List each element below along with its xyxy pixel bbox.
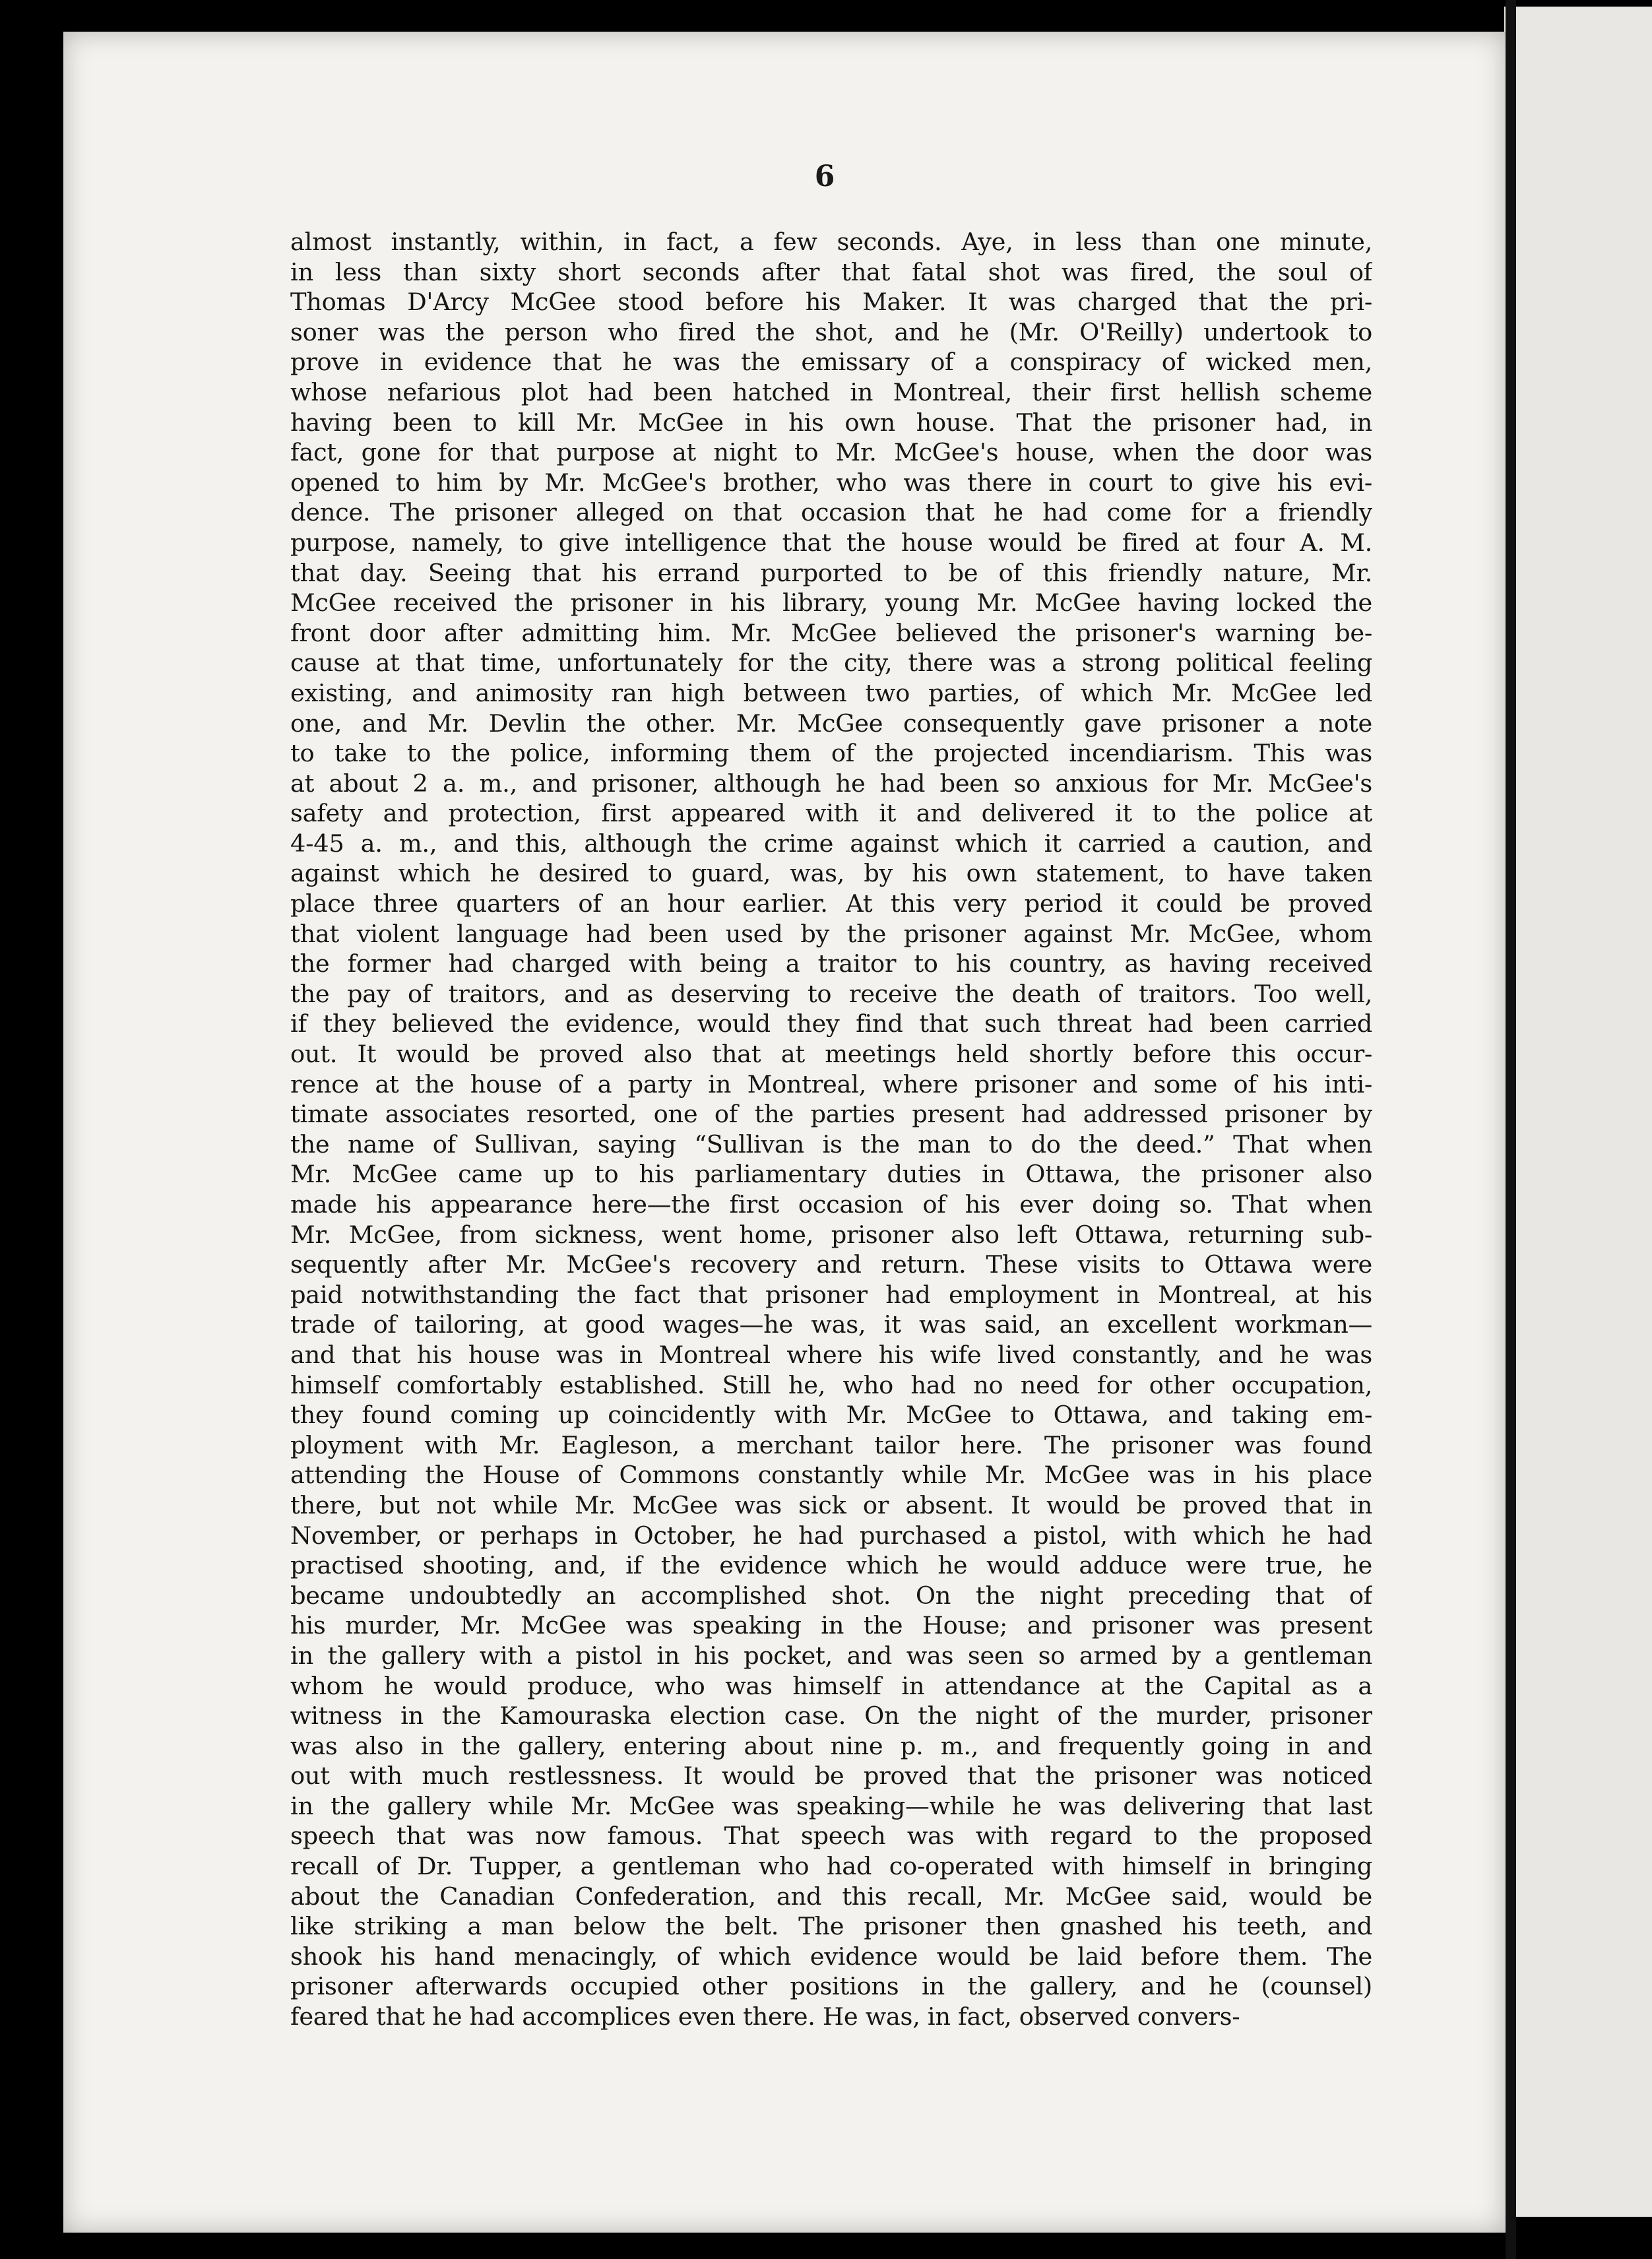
text-line: the name of Sullivan, saying “Sullivan is the man to do the deed.” That when xyxy=(290,1130,1372,1159)
text-line: dence. The prisoner alleged on that occasion that he had come for a friendly xyxy=(290,498,1372,527)
text-line: rence at the house of a party in Montreal, where prisoner and some of his inti- xyxy=(290,1069,1372,1098)
text-line: 4-45 a. m., and this, although the crime against which it carried a caution, and xyxy=(290,829,1372,858)
text-line: in the gallery while Mr. McGee was speaking—while he was delivering that last xyxy=(290,1791,1372,1820)
text-line: cause at that time, unfortunately for the city, there was a strong political feeling xyxy=(290,649,1372,678)
text-line: if they believed the evidence, would they find that such threat had been carried xyxy=(290,1009,1372,1038)
text-line: they found coming up coincidently with Mr. McGee to Ottawa, and taking em- xyxy=(290,1401,1372,1430)
text-line: timate associates resorted, one of the parties present had addressed prisoner by xyxy=(290,1100,1372,1129)
text-line: place three quarters of an hour earlier. At this very period it could be proved xyxy=(290,889,1372,918)
text-line: almost instantly, within, in fact, a few seconds. Aye, in less than one minute, xyxy=(290,228,1372,256)
text-line: front door after admitting him. Mr. McGee believed the prisoner's warning be- xyxy=(290,618,1372,647)
text-line: ployment with Mr. Eagleson, a merchant tailor here. The prisoner was found xyxy=(290,1430,1372,1459)
book-gutter xyxy=(1506,0,1516,2259)
text-line: there, but not while Mr. McGee was sick or absent. It would be proved that in xyxy=(290,1490,1372,1519)
text-line: whose nefarious plot had been hatched in Montreal, their first hellish scheme xyxy=(290,377,1372,406)
text-line: having been to kill Mr. McGee in his own house. That the prisoner had, in xyxy=(290,408,1372,437)
text-line: like striking a man below the belt. The prisoner then gnashed his teeth, and xyxy=(290,1912,1372,1941)
text-line: made his appearance here—the first occasion of his ever doing so. That when xyxy=(290,1190,1372,1219)
text-line: Thomas D'Arcy McGee stood before his Maker. It was charged that the pri- xyxy=(290,288,1372,317)
text-line: his murder, Mr. McGee was speaking in the House; and prisoner was present xyxy=(290,1611,1372,1640)
text-line: purpose, namely, to give intelligence that the house would be fired at four A. M. xyxy=(290,528,1372,557)
adjacent-page-edge xyxy=(1504,7,1652,2217)
text-line: speech that was now famous. That speech was with regard to the proposed xyxy=(290,1822,1372,1851)
text-line: paid notwithstanding the fact that prisoner had employment in Montreal, at his xyxy=(290,1280,1372,1309)
text-line: shook his hand menacingly, of which evidence would be laid before them. The xyxy=(290,1942,1372,1971)
page-number: 6 xyxy=(814,160,835,193)
text-line: Mr. McGee came up to his parliamentary duties in Ottawa, the prisoner also xyxy=(290,1160,1372,1189)
text-line: whom he would produce, who was himself in attendance at the Capital as a xyxy=(290,1671,1372,1700)
text-line: that day. Seeing that his errand purported to be of this friendly nature, Mr. xyxy=(290,558,1372,587)
text-line: one, and Mr. Devlin the other. Mr. McGee consequently gave prisoner a note xyxy=(290,709,1372,738)
text-line: soner was the person who fired the shot, and he (Mr. O'Reilly) undertook to xyxy=(290,317,1372,346)
text-line: safety and protection, first appeared with it and delivered it to the police at xyxy=(290,799,1372,828)
text-line: trade of tailoring, at good wages—he was, it was said, an excellent workman— xyxy=(290,1310,1372,1339)
text-line: prisoner afterwards occupied other positions in the gallery, and he (counsel) xyxy=(290,1972,1372,2001)
text-line: was also in the gallery, entering about nine p. m., and frequently going in and xyxy=(290,1731,1372,1760)
text-line: the pay of traitors, and as deserving to receive the death of traitors. Too well, xyxy=(290,979,1372,1008)
text-line: recall of Dr. Tupper, a gentleman who had co-operated with himself in bringing xyxy=(290,1852,1372,1881)
text-line: against which he desired to guard, was, by his own statement, to have taken xyxy=(290,859,1372,888)
text-line: prove in evidence that he was the emissary of a conspiracy of wicked men, xyxy=(290,348,1372,377)
text-line: the former had charged with being a traitor to his country, as having received xyxy=(290,949,1372,978)
text-line: opened to him by Mr. McGee's brother, who was there in court to give his evi- xyxy=(290,468,1372,497)
text-line: feared that he had accomplices even there. He was, in fact, observed convers- xyxy=(290,2002,1240,2031)
text-line: McGee received the prisoner in his library, young Mr. McGee having locked the xyxy=(290,589,1372,618)
text-line: fact, gone for that purpose at night to Mr. McGee's house, when the door was xyxy=(290,438,1372,467)
text-line: became undoubtedly an accomplished shot. On the night preceding that of xyxy=(290,1581,1372,1610)
text-line: attending the House of Commons constantly while Mr. McGee was in his place xyxy=(290,1461,1372,1490)
text-line: Mr. McGee, from sickness, went home, prisoner also left Ottawa, returning sub- xyxy=(290,1220,1372,1249)
text-line: witness in the Kamouraska election case. On the night of the murder, prisoner xyxy=(290,1702,1372,1731)
text-line: out. It would be proved also that at meetings held shortly before this occur- xyxy=(290,1040,1372,1069)
text-line: about the Canadian Confederation, and this recall, Mr. McGee said, would be xyxy=(290,1882,1372,1911)
text-line: and that his house was in Montreal where his wife lived constantly, and he was xyxy=(290,1340,1372,1369)
text-line: in the gallery with a pistol in his pocket, and was seen so armed by a gentleman xyxy=(290,1641,1372,1670)
text-line: out with much restlessness. It would be proved that the prisoner was noticed xyxy=(290,1762,1372,1791)
body-text xyxy=(290,227,1372,2032)
text-line: that violent language had been used by the prisoner against Mr. McGee, whom xyxy=(290,919,1372,948)
text-line: to take to the police, informing them of the projected incendiarism. This was xyxy=(290,739,1372,768)
text-line: practised shooting, and, if the evidence which he would adduce were true, he xyxy=(290,1551,1372,1580)
text-line: in less than sixty short seconds after that fatal shot was fired, the soul of xyxy=(290,257,1372,286)
text-line: existing, and animosity ran high between two parties, of which Mr. McGee led xyxy=(290,678,1372,707)
text-line: November, or perhaps in October, he had purchased a pistol, with which he had xyxy=(290,1521,1372,1550)
text-line: at about 2 a. m., and prisoner, although he had been so anxious for Mr. McGee's xyxy=(290,769,1372,798)
text-line: sequently after Mr. McGee's recovery and return. These visits to Ottawa were xyxy=(290,1250,1372,1279)
text-line: himself comfortably established. Still he, who had no need for other occupation, xyxy=(290,1370,1372,1399)
